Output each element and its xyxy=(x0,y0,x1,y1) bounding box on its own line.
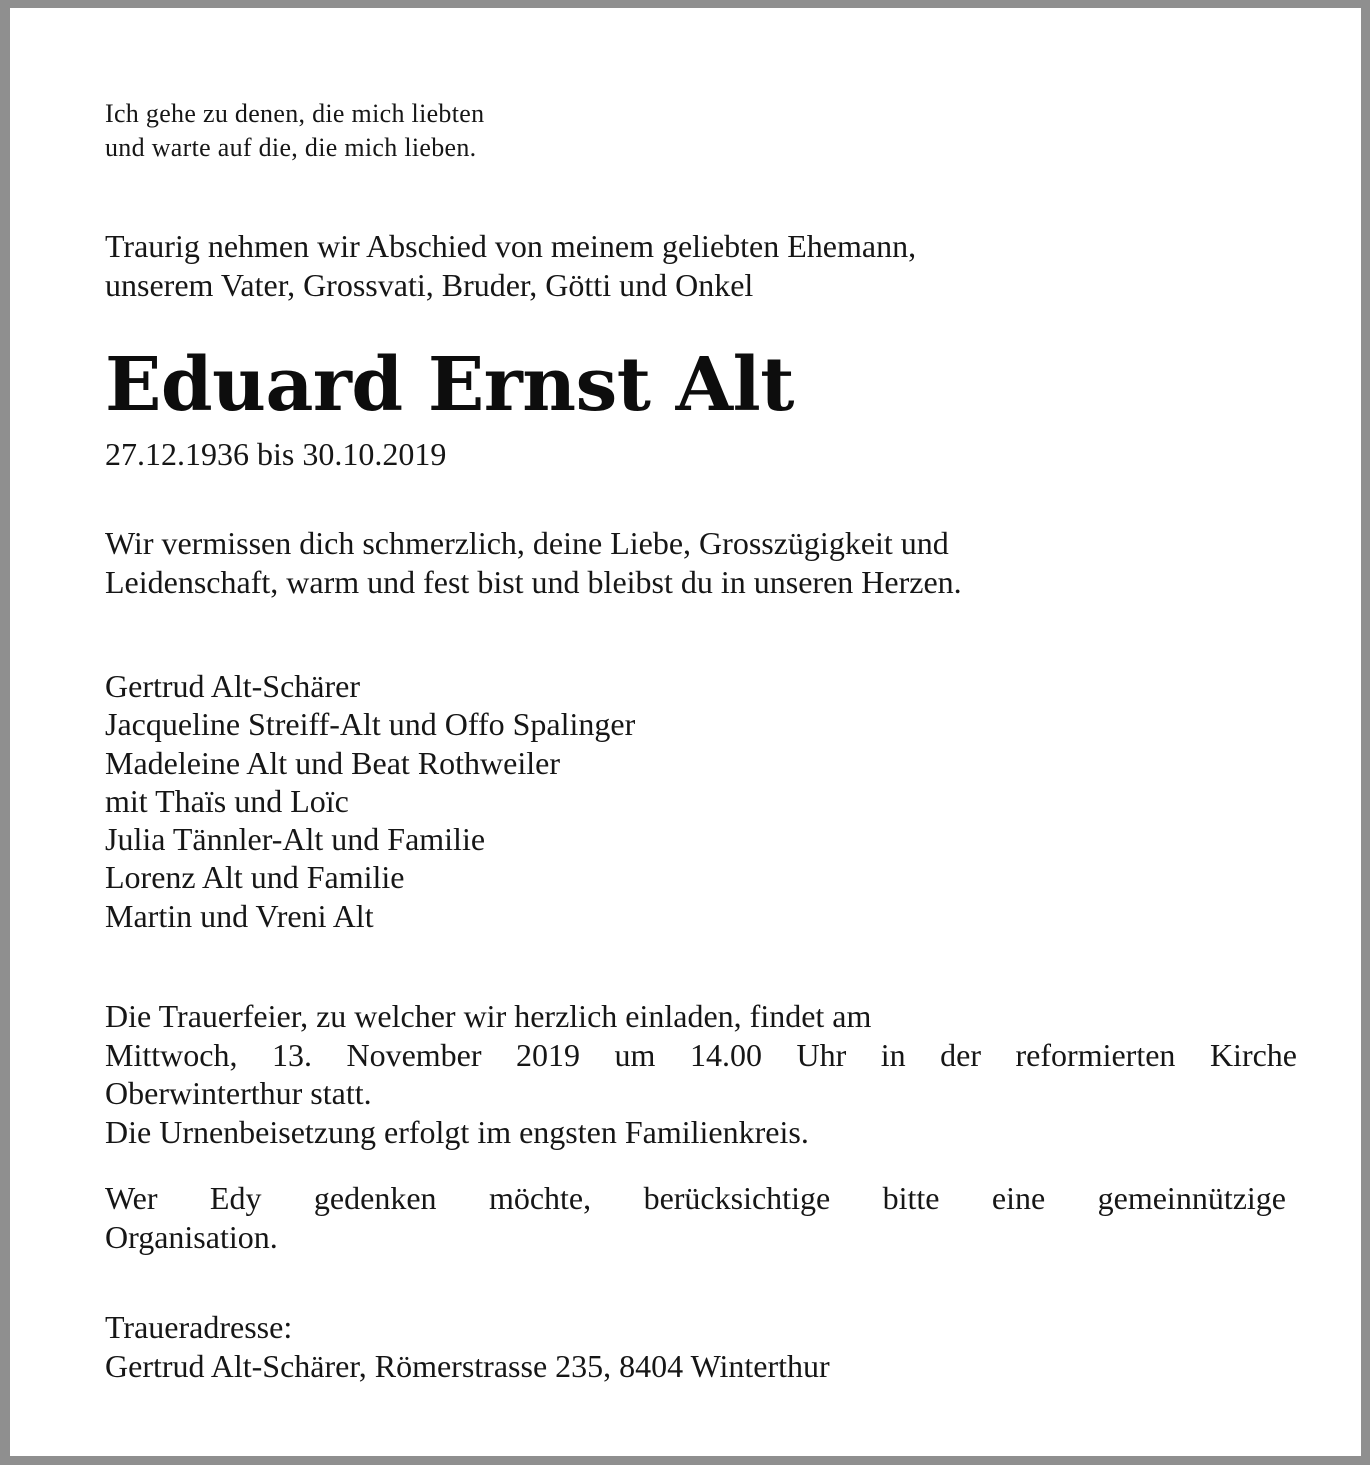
ceremony-line: Oberwinterthur statt. xyxy=(105,1075,372,1111)
intro-line: unserem Vater, Grossvati, Bruder, Götti und Onkel xyxy=(105,267,754,303)
ceremony-line: Die Urnenbeisetzung erfolgt im engsten Familienkreis. xyxy=(105,1113,809,1150)
ceremony-line: Die Trauerfeier, zu welcher wir herzlich einladen, findet am xyxy=(105,998,872,1034)
mourner-entry: Madeleine Alt und Beat Rothweiler xyxy=(105,744,560,781)
life-dates: 27.12.1936 bis 30.10.2019 xyxy=(105,436,447,472)
donation-line: Wer Edy gedenken möchte, berücksichtige bitte eine gemeinnützige xyxy=(105,1180,1286,1216)
mourning-address xyxy=(105,1308,830,1386)
donation-line: Organisation. xyxy=(105,1218,278,1255)
motto-line: Ich gehe zu denen, die mich liebten xyxy=(105,99,485,128)
mourner-entry: Jacqueline Streiff-Alt und Offo Spalinger xyxy=(105,706,636,743)
mourner-entry: Martin und Vreni Alt xyxy=(105,897,374,934)
donation-request xyxy=(105,1179,1286,1256)
mourner-entry: mit Thaïs und Loïc xyxy=(105,782,349,819)
tribute-line: Leidenschaft, warm und fest bist und bleibst du in unseren Herzen. xyxy=(105,564,962,600)
mourner-entry: Julia Tännler-Alt und Familie xyxy=(105,821,486,858)
ceremony-notice xyxy=(105,997,1297,1151)
motto-line: und warte auf die, die mich lieben. xyxy=(105,133,477,162)
ceremony-line: Mittwoch, 13. November 2019 um 14.00 Uhr in der reformierten Kirche xyxy=(105,1036,1297,1073)
farewell-intro xyxy=(105,227,916,305)
deceased-name: Eduard Ernst Alt xyxy=(105,342,794,428)
mourner-entry: Gertrud Alt-Schärer xyxy=(105,668,361,704)
address-value: Gertrud Alt-Schärer, Römerstrasse 235, 8404 Winterthur xyxy=(105,1348,830,1384)
mourner-entry: Lorenz Alt und Familie xyxy=(105,859,405,896)
motto-quote xyxy=(105,97,484,165)
tribute-line: Wir vermissen dich schmerzlich, deine Liebe, Grosszügigkeit und xyxy=(105,525,949,561)
intro-line: Traurig nehmen wir Abschied von meinem geliebten Ehemann, xyxy=(105,228,917,264)
tribute-text xyxy=(105,524,962,602)
address-label: Traueradresse: xyxy=(105,1309,293,1345)
mourners-list xyxy=(105,667,635,935)
